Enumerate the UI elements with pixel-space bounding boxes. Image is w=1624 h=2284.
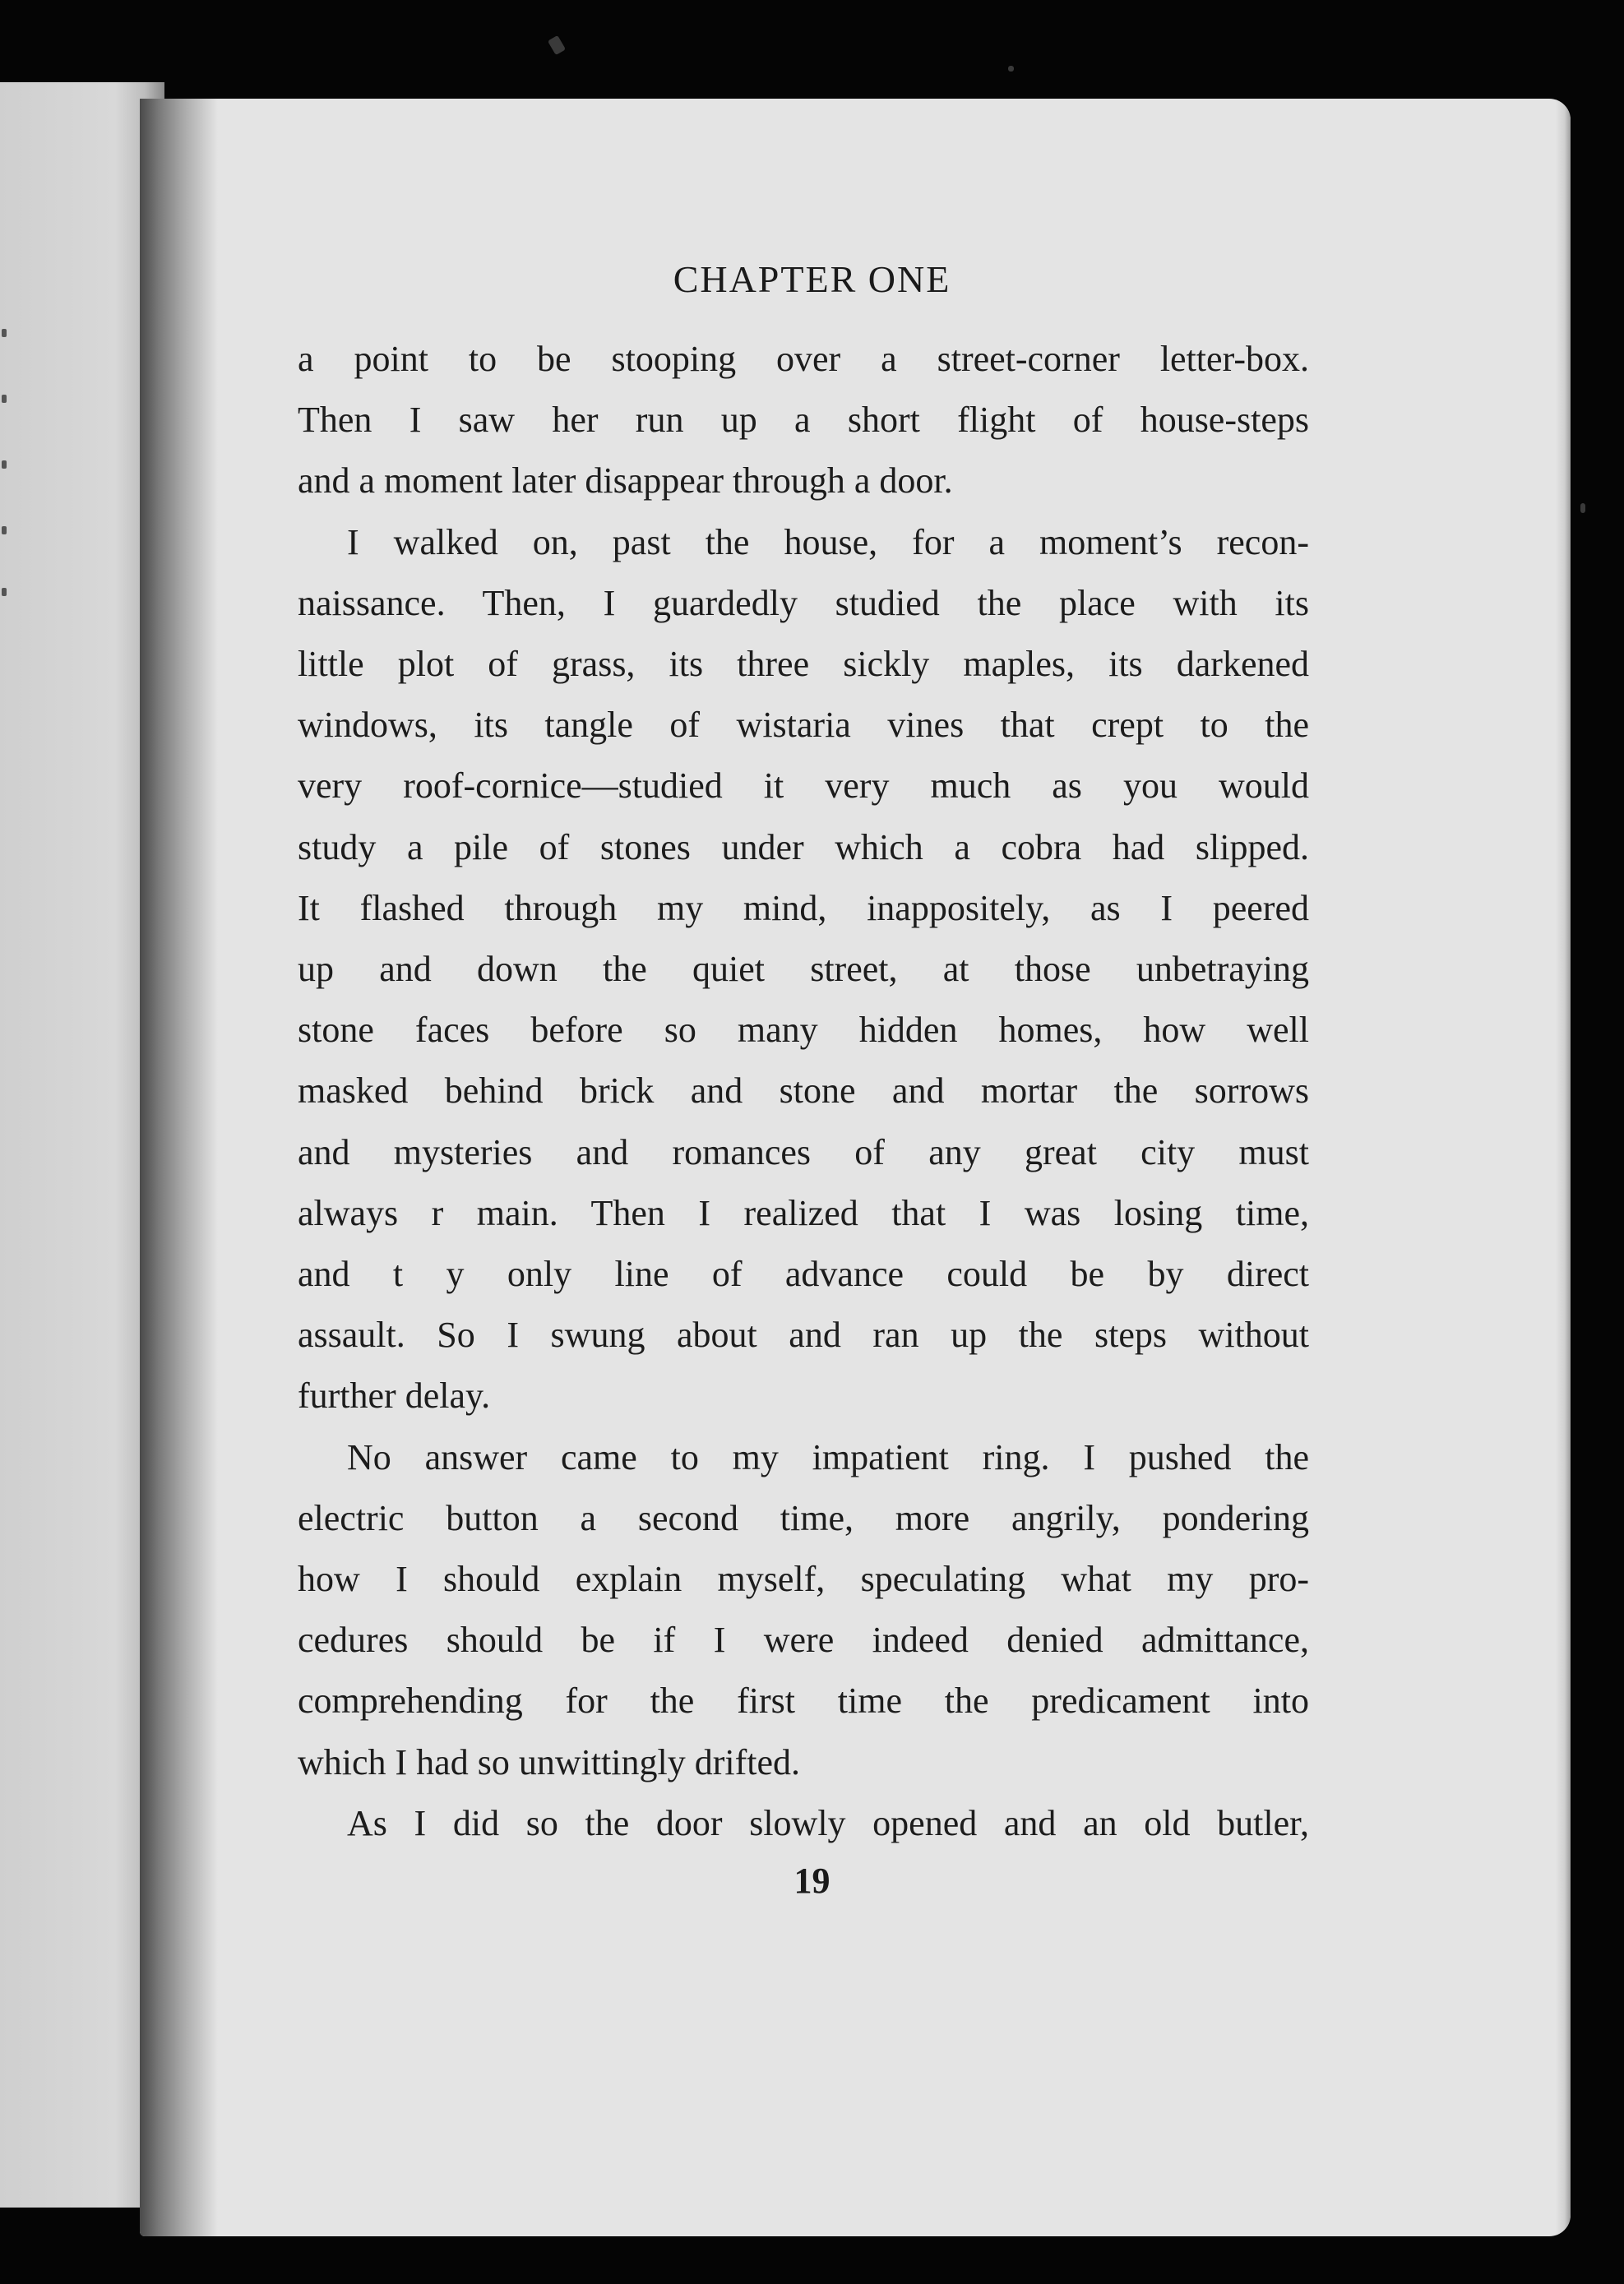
text-line: always r main. Then I realized that I was losing time, (298, 1192, 1309, 1233)
text-line: and mysteries and romances of any great city must (298, 1131, 1309, 1172)
text-line: further delay. (298, 1375, 491, 1417)
text-line: naissance. Then, I guardedly studied the place with its (298, 582, 1309, 623)
scan-speck (548, 35, 566, 55)
text-line: which I had so unwittingly drifted. (298, 1741, 801, 1782)
text-line: I walked on, past the house, for a moment’s recon- (347, 521, 1309, 562)
text-line: very roof-cornice—studied it very much as you would (298, 765, 1309, 807)
page-gutter-shadow (140, 99, 218, 2236)
text-line: electric button a second time, more angrily, pondering (298, 1497, 1309, 1538)
page-edge-shadow (1556, 99, 1571, 2236)
scan-speck (1008, 66, 1014, 72)
text-line: It flashed through my mind, inappositely, as I peered (298, 887, 1309, 928)
text-line: study a pile of stones under which a cobra had slipped. (298, 826, 1309, 867)
text-line: a point to be stooping over a street-corner letter-box. (298, 339, 1309, 379)
text-line: comprehending for the first time the predicament into (298, 1681, 1309, 1722)
text-line: Then I saw her run up a short flight of house-steps (298, 400, 1309, 441)
text-line: and a moment later disappear through a door. (298, 460, 953, 502)
text-line: stone faces before so many hidden homes, how well (298, 1010, 1309, 1051)
text-line: cedures should be if I were indeed denied admittance, (298, 1620, 1309, 1661)
text-line: No answer came to my impatient ring. I pushed the (347, 1436, 1309, 1477)
text-line: As I did so the door slowly opened and an old butler, (347, 1802, 1309, 1843)
text-line: up and down the quiet street, at those unbetraying (298, 949, 1309, 990)
text-line: how I should explain myself, speculating what my pro- (298, 1559, 1309, 1600)
text-line: little plot of grass, its three sickly maples, its darkened (298, 644, 1309, 685)
text-line: windows, its tangle of wistaria vines that crept to the (298, 705, 1309, 746)
page-number: 19 (793, 1861, 831, 1901)
body-text (298, 329, 1309, 1854)
scan-speck (1580, 503, 1585, 513)
chapter-title: CHAPTER ONE (673, 258, 951, 300)
text-line: masked behind brick and stone and mortar the sorrows (298, 1070, 1309, 1112)
text-line: assault. So I swung about and ran up the steps without (298, 1315, 1309, 1356)
text-line: and t y only line of advance could be by direct (298, 1254, 1309, 1295)
